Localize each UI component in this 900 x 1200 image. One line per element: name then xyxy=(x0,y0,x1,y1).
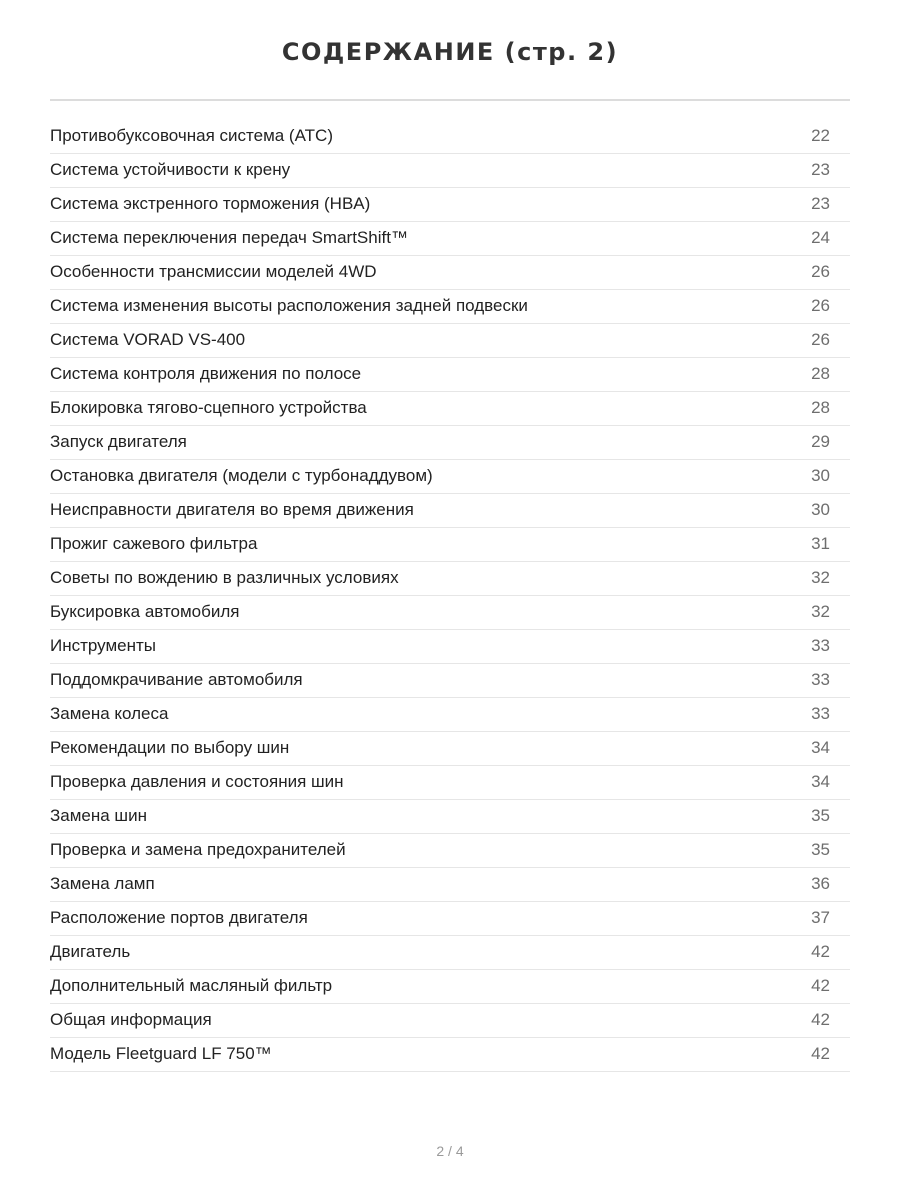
toc-entry[interactable] xyxy=(50,936,850,970)
toc-entry[interactable] xyxy=(50,970,850,1004)
toc-entry[interactable] xyxy=(50,800,850,834)
toc-entry-title: Система VORAD VS-400 xyxy=(50,330,246,349)
toc-entry[interactable] xyxy=(50,188,850,222)
toc-entry-page-number: 42 xyxy=(811,1010,830,1029)
toc-entry-page-number: 36 xyxy=(811,874,830,893)
toc-entry-title: Система переключения передач SmartShift™ xyxy=(50,228,408,247)
page-indicator: 2 / 4 xyxy=(436,1143,464,1159)
toc-entry-title: Система контроля движения по полосе xyxy=(50,364,362,383)
toc-entry[interactable] xyxy=(50,868,850,902)
toc-entry-page-number: 42 xyxy=(811,942,830,961)
toc-entry-title: Общая информация xyxy=(50,1010,212,1029)
toc-entry-page-number: 23 xyxy=(811,160,830,179)
toc-entry[interactable] xyxy=(50,324,850,358)
toc-entry-page-number: 34 xyxy=(811,772,830,791)
toc-entry[interactable] xyxy=(50,1038,850,1072)
toc-entry[interactable] xyxy=(50,698,850,732)
title-divider xyxy=(50,99,850,101)
toc-entry-title: Система устойчивости к крену xyxy=(50,160,291,179)
toc-entry-page-number: 42 xyxy=(811,1044,830,1063)
toc-entry-page-number: 42 xyxy=(811,976,830,995)
toc-entry-page-number: 37 xyxy=(811,908,830,927)
toc-entry[interactable] xyxy=(50,562,850,596)
toc-entry[interactable] xyxy=(50,460,850,494)
toc-entry-title: Дополнительный масляный фильтр xyxy=(50,976,333,995)
toc-entry-page-number: 26 xyxy=(811,330,830,349)
toc-entry-page-number: 33 xyxy=(811,670,830,689)
toc-entry-title: Буксировка автомобиля xyxy=(50,602,240,621)
toc-entry[interactable] xyxy=(50,222,850,256)
toc-entry[interactable] xyxy=(50,528,850,562)
toc-entry-title: Инструменты xyxy=(50,636,157,655)
toc-entry[interactable] xyxy=(50,426,850,460)
toc-entry-page-number: 33 xyxy=(811,636,830,655)
table-of-contents xyxy=(50,120,850,1072)
toc-entry-page-number: 35 xyxy=(811,840,830,859)
toc-entry-title: Рекомендации по выбору шин xyxy=(50,738,290,757)
toc-entry[interactable] xyxy=(50,664,850,698)
toc-entry-page-number: 32 xyxy=(811,568,830,587)
toc-entry-page-number: 26 xyxy=(811,262,830,281)
toc-entry[interactable] xyxy=(50,732,850,766)
toc-entry[interactable] xyxy=(50,1004,850,1038)
page-title: СОДЕРЖАНИЕ (стр. 2) xyxy=(281,38,619,66)
toc-entry[interactable] xyxy=(50,392,850,426)
toc-entry-title: Запуск двигателя xyxy=(50,432,187,451)
toc-entry-title: Советы по вождению в различных условиях xyxy=(50,568,399,587)
toc-entry-title: Проверка давления и состояния шин xyxy=(50,772,344,791)
toc-entry-page-number: 28 xyxy=(811,398,830,417)
toc-entry-title: Неисправности двигателя во время движения xyxy=(50,500,414,519)
toc-entry-title: Замена колеса xyxy=(50,704,169,723)
toc-entry-title: Остановка двигателя (модели с турбонаддувом) xyxy=(50,466,433,485)
toc-entry-page-number: 33 xyxy=(811,704,830,723)
toc-entry[interactable] xyxy=(50,256,850,290)
toc-entry-title: Модель Fleetguard LF 750™ xyxy=(50,1044,272,1063)
toc-entry[interactable] xyxy=(50,494,850,528)
toc-entry[interactable] xyxy=(50,120,850,154)
toc-entry[interactable] xyxy=(50,630,850,664)
toc-entry-title: Особенности трансмиссии моделей 4WD xyxy=(50,262,377,281)
toc-entry[interactable] xyxy=(50,154,850,188)
toc-entry-title: Противобуксовочная система (ATC) xyxy=(50,126,333,145)
toc-entry[interactable] xyxy=(50,834,850,868)
toc-entry-page-number: 26 xyxy=(811,296,830,315)
toc-entry[interactable] xyxy=(50,766,850,800)
toc-entry-page-number: 28 xyxy=(811,364,830,383)
toc-entry-title: Замена шин xyxy=(50,806,147,825)
toc-entry-page-number: 24 xyxy=(811,228,830,247)
toc-entry[interactable] xyxy=(50,596,850,630)
toc-entry-page-number: 23 xyxy=(811,194,830,213)
toc-entry-title: Расположение портов двигателя xyxy=(50,908,308,927)
toc-entry-title: Система экстренного торможения (HBA) xyxy=(50,194,371,213)
toc-entry-title: Проверка и замена предохранителей xyxy=(50,840,346,859)
toc-entry-title: Замена ламп xyxy=(50,874,155,893)
toc-entry-page-number: 29 xyxy=(811,432,830,451)
toc-entry-page-number: 32 xyxy=(811,602,830,621)
toc-entry-page-number: 35 xyxy=(811,806,830,825)
toc-entry-page-number: 30 xyxy=(811,500,830,519)
toc-entry[interactable] xyxy=(50,902,850,936)
toc-entry[interactable] xyxy=(50,290,850,324)
toc-entry-title: Система изменения высоты расположения задней подвески xyxy=(50,296,528,315)
toc-entry-page-number: 30 xyxy=(811,466,830,485)
toc-entry-title: Блокировка тягово-сцепного устройства xyxy=(50,398,367,417)
toc-entry-title: Поддомкрачивание автомобиля xyxy=(50,670,303,689)
toc-entry-title: Двигатель xyxy=(50,942,131,961)
toc-entry-title: Прожиг сажевого фильтра xyxy=(50,534,258,553)
toc-entry-page-number: 22 xyxy=(811,126,830,145)
toc-entry-page-number: 31 xyxy=(811,534,830,553)
toc-entry[interactable] xyxy=(50,358,850,392)
toc-entry-page-number: 34 xyxy=(811,738,830,757)
